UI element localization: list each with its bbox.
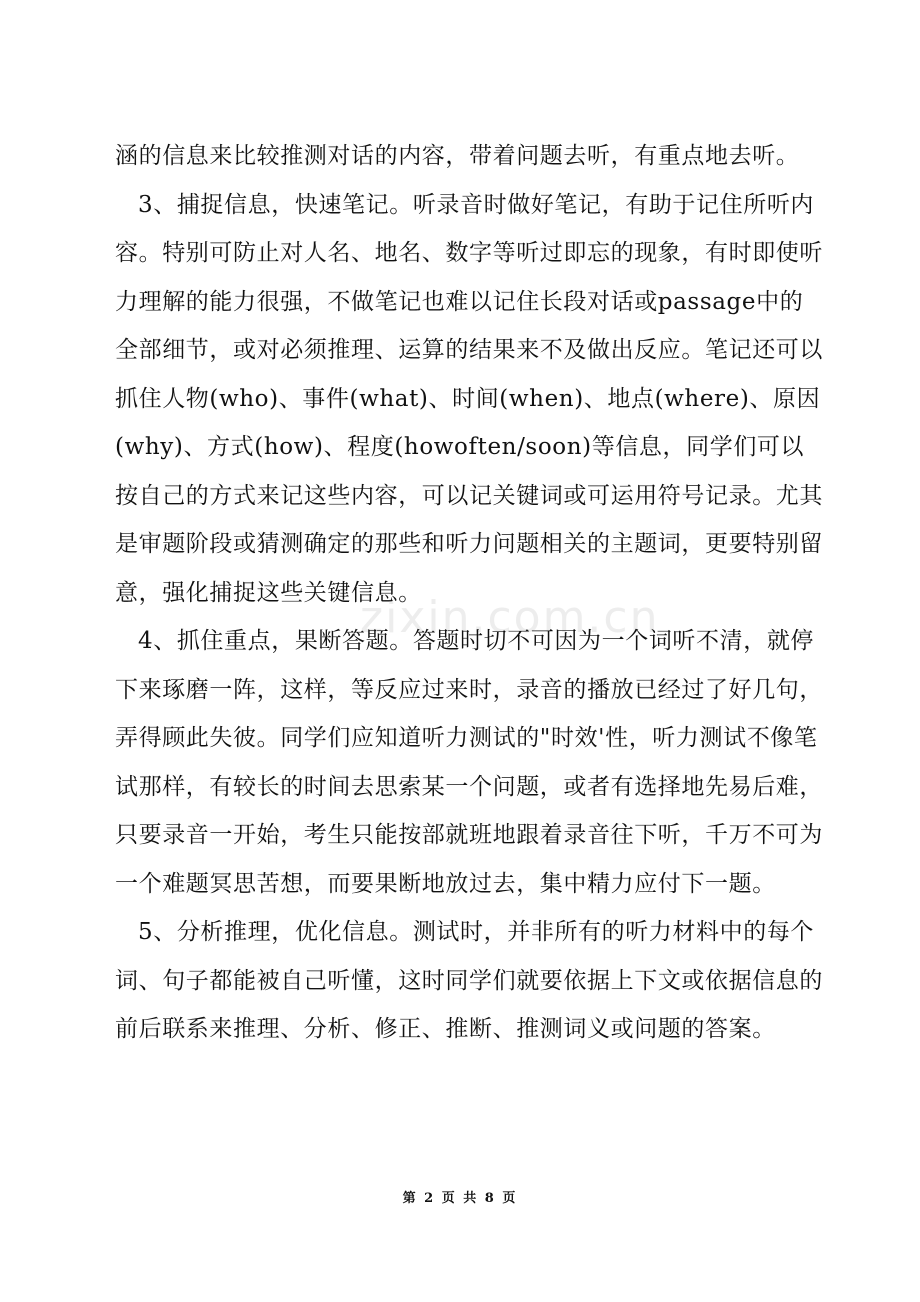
paragraph-tip-4: 4、抓住重点，果断答题。答题时切不可因为一个词听不清，就停下来琢磨一阵，这样，等反应过来时，录音的播放已经过了好几句，弄得顾此失彼。同学们应知道听力测试的"时效'性，听力测试不像笔试那样，有较长的时间去思索某一个问题，或者有选择地先易后难，只要录音一开始，考生只能按部就班地跟着录音往下听，千万不可为一个难题冥思苦想，而要果断地放过去，集中精力应付下一题。 <box>115 628 823 897</box>
body-text <box>115 132 825 1054</box>
watermark: zixin.com.cn <box>360 592 660 643</box>
paragraph-continuation: 涵的信息来比较推测对话的内容，带着问题去听，有重点地去听。 <box>115 143 800 169</box>
paragraph-tip-5: 5、分析推理，优化信息。测试时，并非所有的听力材料中的每个词、句子都能被自己听懂，这时同学们就要依据上下文或依据信息的前后联系来推理、分析、修正、推断、推测词义或问题的答案。 <box>115 919 823 1042</box>
paragraph-tip-3: 3、捕捉信息，快速笔记。听录音时做好笔记，有助于记住所听内容。特别可防止对人名、地名、数字等听过即忘的现象，有时即使听力理解的能力很强，不做笔记也难以记住长段对话或passage中的全部细节，或对必须推理、运算的结果来不及做出反应。笔记还可以抓住人物(who)、事件(what)、时间(when)、地点(where)、原因(why)、方式(how)、程度(howoften/soon)等信息，同学们可以按自己的方式来记这些内容，可以记关键词或可运用符号记录。尤其是审题阶段或猜测确定的那些和听力问题相关的主题词，更要特别留意，强化捕捉这些关键信息。 <box>115 191 823 606</box>
page-number-footer: 第 2 页 共 8 页 <box>402 1191 518 1206</box>
